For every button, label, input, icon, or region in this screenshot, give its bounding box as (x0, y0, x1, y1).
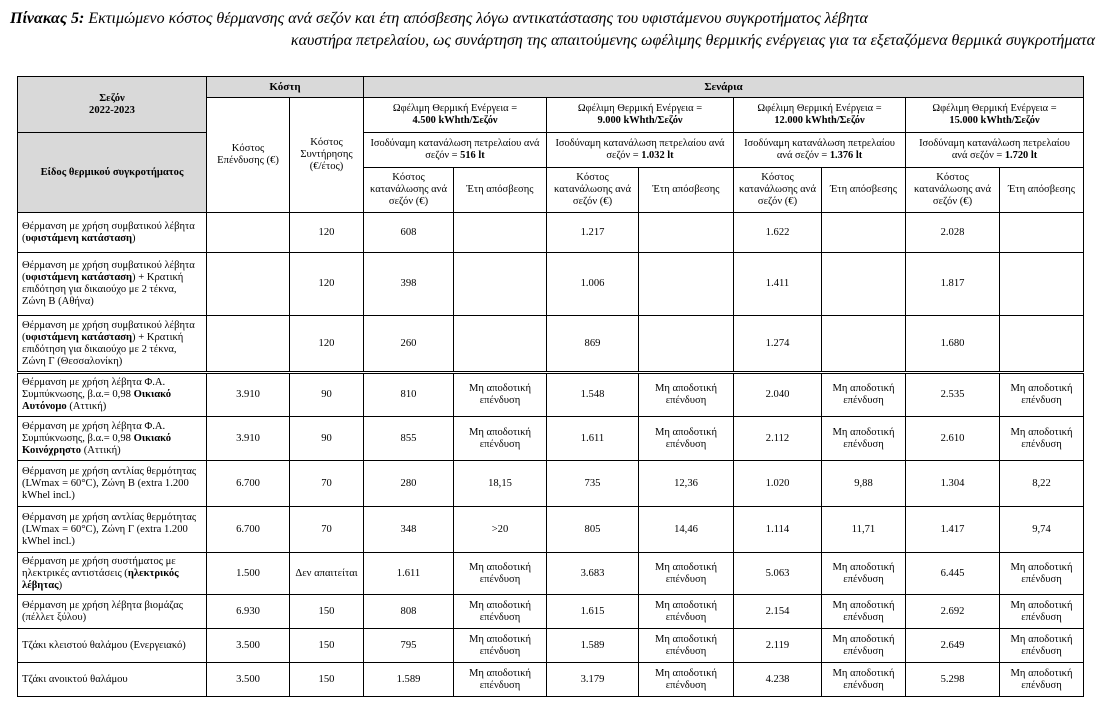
maint-cost-cell: 150 (290, 663, 364, 697)
payback-years-cell (454, 316, 547, 373)
invest-cost-cell (207, 253, 290, 316)
maint-cost-cell: 150 (290, 629, 364, 663)
payback-years-cell (639, 213, 734, 253)
payback-years-cell: 11,71 (822, 507, 906, 553)
payback-header: Έτη απόσβεσης (639, 168, 734, 213)
table-row (18, 507, 1084, 553)
payback-years-cell: Μη αποδοτική επένδυση (454, 663, 547, 697)
payback-years-cell: 9,88 (822, 461, 906, 507)
consumption-cost-cell: 1.817 (906, 253, 1000, 316)
system-description: Θέρμανση με χρήση λέβητα Φ.Α. Συμπύκνωσης, β.α.= 0,98 Οικιακό Αυτόνομο (Αττική) (18, 373, 207, 417)
consumption-cost-cell: 1.114 (734, 507, 822, 553)
consumption-cost-cell: 2.119 (734, 629, 822, 663)
consumption-cost-cell: 1.611 (547, 417, 639, 461)
caption-line1: Εκτιμώμενο κόστος θέρμανσης ανά σεζόν και έτη απόσβεσης λόγω αντικατάστασης του υφιστάμενου συγκροτήματος λέβητα (88, 10, 868, 27)
maint-cost-cell: 120 (290, 213, 364, 253)
payback-years-cell: Μη αποδοτική επένδυση (1000, 595, 1084, 629)
consumption-cost-cell: 3.179 (547, 663, 639, 697)
maint-cost-cell: 90 (290, 417, 364, 461)
caption-lead: Πίνακας 5: (10, 10, 85, 27)
payback-years-cell (822, 213, 906, 253)
payback-years-cell: Μη αποδοτική επένδυση (454, 629, 547, 663)
payback-years-cell: 14,46 (639, 507, 734, 553)
payback-years-cell (822, 253, 906, 316)
payback-years-cell: Μη αποδοτική επένδυση (822, 595, 906, 629)
payback-years-cell: 8,22 (1000, 461, 1084, 507)
payback-years-cell: 9,74 (1000, 507, 1084, 553)
consumption-cost-cell: 1.611 (364, 553, 454, 595)
scenario-energy: Ωφέλιμη Θερμική Ενέργεια = 9.000 kWhth/Σεζόν (547, 98, 734, 133)
payback-years-cell (1000, 253, 1084, 316)
maint-cost-cell: 150 (290, 595, 364, 629)
consumption-cost-cell: 808 (364, 595, 454, 629)
system-description: Θέρμανση με χρήση λέβητα βιομάζας (πέλλετ ξύλου) (18, 595, 207, 629)
payback-years-cell: >20 (454, 507, 547, 553)
table-row (18, 316, 1084, 373)
consumption-cost-cell: 1.217 (547, 213, 639, 253)
payback-years-cell: 18,15 (454, 461, 547, 507)
table-row (18, 553, 1084, 595)
consumption-cost-cell: 1.622 (734, 213, 822, 253)
caption-line2: καυστήρα πετρελαίου, ως συνάρτηση της απαιτούμενης ωφέλιμης θερμικής ενέργειας για τα εξεταζόμενα θερμικά συγκροτήματα (290, 32, 1095, 49)
scenario-energy: Ωφέλιμη Θερμική Ενέργεια = 4.500 kWhth/Σεζόν (364, 98, 547, 133)
consumption-cost-cell: 608 (364, 213, 454, 253)
payback-years-cell: Μη αποδοτική επένδυση (822, 553, 906, 595)
table-row (18, 461, 1084, 507)
consumption-header: Κόστος κατανάλωσης ανά σεζόν (€) (364, 168, 454, 213)
scenario-energy: Ωφέλιμη Θερμική Ενέργεια = 12.000 kWhth/Σεζόν (734, 98, 906, 133)
payback-years-cell (1000, 316, 1084, 373)
maint-cost-cell: Δεν απαιτείται (290, 553, 364, 595)
table-row (18, 417, 1084, 461)
invest-cost-cell: 6.700 (207, 507, 290, 553)
payback-years-cell: Μη αποδοτική επένδυση (454, 373, 547, 417)
payback-years-cell (822, 316, 906, 373)
payback-years-cell: Μη αποδοτική επένδυση (822, 373, 906, 417)
scenarios-header: Σενάρια (364, 77, 1084, 98)
system-description: Θέρμανση με χρήση συμβατικού λέβητα (υφιστάμενη κατάσταση) + Κρατική επιδότηση για δικαιούχο με 2 τέκνα, Ζώνη Β (Αθήνα) (18, 253, 207, 316)
scenario-equivalent: Ισοδύναμη κατανάλωση πετρελαίου ανά σεζόν = 516 lt (364, 133, 547, 168)
consumption-cost-cell: 795 (364, 629, 454, 663)
consumption-cost-cell: 348 (364, 507, 454, 553)
maint-cost-cell: 70 (290, 461, 364, 507)
consumption-cost-cell: 2.649 (906, 629, 1000, 663)
invest-cost-cell: 3.500 (207, 629, 290, 663)
maint-header: Κόστος Συντήρησης (€/έτος) (290, 98, 364, 213)
invest-cost-cell: 3.910 (207, 417, 290, 461)
payback-years-cell: Μη αποδοτική επένδυση (639, 629, 734, 663)
payback-years-cell: Μη αποδοτική επένδυση (454, 595, 547, 629)
table-row (18, 373, 1084, 417)
system-description: Θέρμανση με χρήση συμβατικού λέβητα (υφιστάμενη κατάσταση) + Κρατική επιδότηση για δικαιούχο με 2 τέκνα, Ζώνη Γ (Θεσσαλονίκη) (18, 316, 207, 373)
invest-cost-cell: 3.910 (207, 373, 290, 417)
invest-cost-cell (207, 316, 290, 373)
table-row (18, 629, 1084, 663)
consumption-cost-cell: 6.445 (906, 553, 1000, 595)
payback-years-cell (454, 253, 547, 316)
costs-header: Κόστη (207, 77, 364, 98)
consumption-cost-cell: 4.238 (734, 663, 822, 697)
payback-years-cell: Μη αποδοτική επένδυση (1000, 553, 1084, 595)
payback-years-cell (1000, 213, 1084, 253)
payback-years-cell: Μη αποδοτική επένδυση (822, 629, 906, 663)
heating-cost-table (17, 76, 1084, 697)
scenario-energy: Ωφέλιμη Θερμική Ενέργεια = 15.000 kWhth/Σεζόν (906, 98, 1084, 133)
payback-years-cell: Μη αποδοτική επένδυση (1000, 663, 1084, 697)
consumption-cost-cell: 280 (364, 461, 454, 507)
invest-cost-cell: 3.500 (207, 663, 290, 697)
table-row (18, 663, 1084, 697)
consumption-header: Κόστος κατανάλωσης ανά σεζόν (€) (734, 168, 822, 213)
consumption-header: Κόστος κατανάλωσης ανά σεζόν (€) (547, 168, 639, 213)
scenario-equivalent: Ισοδύναμη κατανάλωση πετρελαίου ανά σεζόν = 1.720 lt (906, 133, 1084, 168)
table-body (18, 213, 1084, 697)
payback-years-cell: 12,36 (639, 461, 734, 507)
consumption-cost-cell: 1.304 (906, 461, 1000, 507)
table-row (18, 213, 1084, 253)
payback-years-cell: Μη αποδοτική επένδυση (822, 663, 906, 697)
consumption-cost-cell: 1.589 (547, 629, 639, 663)
maint-cost-cell: 70 (290, 507, 364, 553)
invest-header: Κόστος Επένδυσης (€) (207, 98, 290, 213)
system-description: Θέρμανση με χρήση συστήματος με ηλεκτρικές αντιστάσεις (ηλεκτρικός λέβητας) (18, 553, 207, 595)
payback-years-cell: Μη αποδοτική επένδυση (454, 417, 547, 461)
system-description: Θέρμανση με χρήση αντλίας θερμότητας (LWmax = 60°C), Ζώνη Β (extra 1.200 kWhel incl.) (18, 461, 207, 507)
system-description: Τζάκι κλειστού θαλάμου (Ενεργειακό) (18, 629, 207, 663)
consumption-cost-cell: 1.274 (734, 316, 822, 373)
consumption-cost-cell: 2.040 (734, 373, 822, 417)
table-row (18, 253, 1084, 316)
consumption-cost-cell: 3.683 (547, 553, 639, 595)
maint-cost-cell: 120 (290, 253, 364, 316)
system-description: Τζάκι ανοικτού θαλάμου (18, 663, 207, 697)
consumption-cost-cell: 1.006 (547, 253, 639, 316)
consumption-cost-cell: 1.548 (547, 373, 639, 417)
payback-years-cell (639, 316, 734, 373)
consumption-cost-cell: 805 (547, 507, 639, 553)
payback-years-cell (639, 253, 734, 316)
payback-years-cell: Μη αποδοτική επένδυση (639, 595, 734, 629)
consumption-header: Κόστος κατανάλωσης ανά σεζόν (€) (906, 168, 1000, 213)
payback-years-cell: Μη αποδοτική επένδυση (1000, 417, 1084, 461)
consumption-cost-cell: 869 (547, 316, 639, 373)
consumption-cost-cell: 2.154 (734, 595, 822, 629)
maint-cost-cell: 90 (290, 373, 364, 417)
scenario-equivalent: Ισοδύναμη κατανάλωση πετρελαίου ανά σεζόν = 1.032 lt (547, 133, 734, 168)
payback-years-cell: Μη αποδοτική επένδυση (639, 553, 734, 595)
payback-years-cell: Μη αποδοτική επένδυση (822, 417, 906, 461)
table-caption (10, 8, 1095, 52)
consumption-cost-cell: 2.610 (906, 417, 1000, 461)
payback-years-cell: Μη αποδοτική επένδυση (1000, 373, 1084, 417)
consumption-cost-cell: 1.411 (734, 253, 822, 316)
consumption-cost-cell: 2.692 (906, 595, 1000, 629)
system-description: Θέρμανση με χρήση αντλίας θερμότητας (LWmax = 60°C), Ζώνη Γ (extra 1.200 kWhel incl.) (18, 507, 207, 553)
scenario-equivalent: Ισοδύναμη κατανάλωση πετρελαίου ανά σεζόν = 1.376 lt (734, 133, 906, 168)
payback-years-cell (454, 213, 547, 253)
consumption-cost-cell: 1.020 (734, 461, 822, 507)
consumption-cost-cell: 2.112 (734, 417, 822, 461)
consumption-cost-cell: 2.028 (906, 213, 1000, 253)
consumption-cost-cell: 810 (364, 373, 454, 417)
table-row (18, 595, 1084, 629)
payback-years-cell: Μη αποδοτική επένδυση (454, 553, 547, 595)
consumption-cost-cell: 2.535 (906, 373, 1000, 417)
consumption-cost-cell: 1.589 (364, 663, 454, 697)
header-row-3 (18, 133, 1084, 168)
consumption-cost-cell: 398 (364, 253, 454, 316)
payback-years-cell: Μη αποδοτική επένδυση (1000, 629, 1084, 663)
invest-cost-cell: 6.930 (207, 595, 290, 629)
payback-header: Έτη απόσβεσης (1000, 168, 1084, 213)
type-header: Είδος θερμικού συγκροτήματος (18, 133, 207, 213)
consumption-cost-cell: 855 (364, 417, 454, 461)
payback-header: Έτη απόσβεσης (454, 168, 547, 213)
consumption-cost-cell: 1.417 (906, 507, 1000, 553)
season-header: Σεζόν 2022-2023 (18, 77, 207, 133)
system-description: Θέρμανση με χρήση λέβητα Φ.Α. Συμπύκνωσης, β.α.= 0,98 Οικιακό Κοινόχρηστο (Αττική) (18, 417, 207, 461)
payback-header: Έτη απόσβεσης (822, 168, 906, 213)
system-description: Θέρμανση με χρήση συμβατικού λέβητα (υφιστάμενη κατάσταση) (18, 213, 207, 253)
consumption-cost-cell: 1.615 (547, 595, 639, 629)
consumption-cost-cell: 1.680 (906, 316, 1000, 373)
payback-years-cell: Μη αποδοτική επένδυση (639, 663, 734, 697)
invest-cost-cell: 6.700 (207, 461, 290, 507)
consumption-cost-cell: 260 (364, 316, 454, 373)
consumption-cost-cell: 735 (547, 461, 639, 507)
consumption-cost-cell: 5.063 (734, 553, 822, 595)
maint-cost-cell: 120 (290, 316, 364, 373)
header-row-1 (18, 77, 1084, 98)
consumption-cost-cell: 5.298 (906, 663, 1000, 697)
invest-cost-cell: 1.500 (207, 553, 290, 595)
payback-years-cell: Μη αποδοτική επένδυση (639, 373, 734, 417)
payback-years-cell: Μη αποδοτική επένδυση (639, 417, 734, 461)
invest-cost-cell (207, 213, 290, 253)
